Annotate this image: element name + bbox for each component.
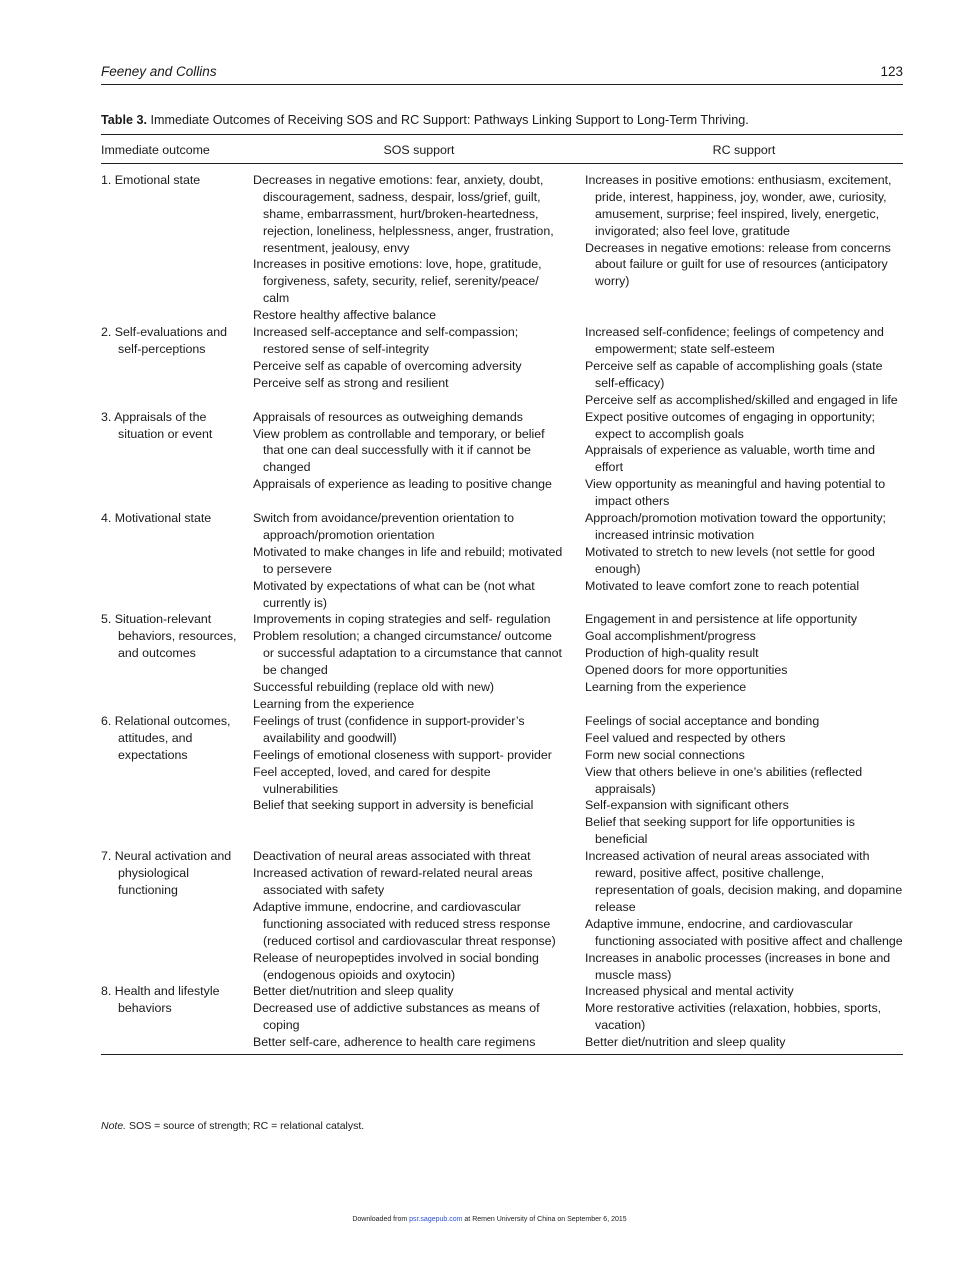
- table-row: [101, 324, 903, 409]
- running-head: [101, 64, 903, 84]
- rc-support-item: Production of high-quality result: [585, 646, 759, 661]
- sos-support-item: Increased self-acceptance and self-compassion; restored sense of self-integrity: [253, 325, 519, 356]
- sos-support-item: Successful rebuilding (replace old with new): [253, 680, 495, 695]
- footer-prefix: Downloaded from: [352, 1216, 408, 1223]
- sos-support-cell: [253, 983, 585, 1054]
- column-header-outcome: Immediate outcome: [101, 135, 253, 164]
- sos-support-item: Feelings of trust (confidence in support-provider’s availability and goodwill): [253, 713, 525, 745]
- outcome-cell: 3. Appraisals of the situation or event: [101, 409, 213, 441]
- sos-support-cell: [253, 324, 585, 409]
- rc-support-item: Increased physical and mental activity: [585, 984, 794, 999]
- table-title: [101, 113, 903, 127]
- running-head-authors: Feeney and Collins: [101, 64, 217, 79]
- table-body: [101, 163, 903, 1054]
- table-row: [101, 510, 903, 611]
- sos-support-item: Improvements in coping strategies and self- regulation: [253, 612, 551, 627]
- rc-support-cell: [585, 409, 903, 510]
- footer-link[interactable]: psr.sagepub.com: [409, 1216, 463, 1223]
- rc-support-cell: [585, 983, 903, 1054]
- table-row: [101, 163, 903, 324]
- sos-support-item: Appraisals of resources as outweighing demands: [253, 409, 523, 424]
- sos-support-item: Release of neuropeptides involved in social bonding (endogenous opioids and oxytocin): [253, 950, 539, 982]
- column-header-sos: SOS support: [253, 135, 585, 164]
- rc-support-cell: [585, 163, 903, 324]
- rc-support-cell: [585, 611, 903, 712]
- sos-support-item: Motivated by expectations of what can be (not what currently is): [253, 578, 535, 610]
- rc-support-item: More restorative activities (relaxation, hobbies, sports, vacation): [585, 1001, 882, 1033]
- rc-support-item: Learning from the experience: [585, 680, 747, 695]
- rc-support-item: Appraisals of experience as valuable, worth time and effort: [585, 443, 875, 475]
- rc-support-item: Motivated to leave comfort zone to reach potential: [585, 578, 860, 593]
- rc-support-item: View that others believe in one’s abilities (reflected appraisals): [585, 764, 863, 796]
- sos-support-item: Problem resolution; a changed circumstance/ outcome or successful adaptation to a circumstance that cannot be changed: [253, 629, 562, 678]
- rc-support-item: Approach/promotion motivation toward the opportunity; increased intrinsic motivation: [585, 511, 886, 542]
- table-header-row: [101, 135, 903, 164]
- rc-support-item: Perceive self as accomplished/skilled and engaged in life: [585, 392, 898, 407]
- sos-support-cell: [253, 611, 585, 712]
- sos-support-cell: [253, 409, 585, 510]
- rc-support-item: Increases in anabolic processes (increases in bone and muscle mass): [585, 950, 891, 982]
- sos-support-item: Perceive self as strong and resilient: [253, 375, 449, 390]
- footer-suffix: at Remen University of China on September 6, 2015: [464, 1216, 627, 1223]
- outcome-cell: 8. Health and lifestyle behaviors: [101, 983, 253, 1054]
- table-row: [101, 713, 903, 848]
- rc-support-item: Belief that seeking support for life opportunities is beneficial: [585, 815, 855, 847]
- sos-support-item: Increases in positive emotions: love, hope, gratitude, forgiveness, safety, security, relief, serenity/peace/ calm: [253, 257, 542, 306]
- rc-support-item: Form new social connections: [585, 747, 745, 762]
- rc-support-item: Opened doors for more opportunities: [585, 663, 788, 678]
- page-number: 123: [880, 64, 903, 79]
- rc-support-item: Goal accomplishment/progress: [585, 629, 756, 644]
- outcome-cell: 1. Emotional state: [101, 172, 201, 187]
- sos-support-item: Appraisals of experience as leading to positive change: [253, 477, 552, 492]
- sos-support-item: Switch from avoidance/prevention orientation to approach/promotion orientation: [253, 511, 515, 542]
- sos-support-item: Belief that seeking support in adversity is beneficial: [253, 798, 534, 813]
- sos-support-item: Perceive self as capable of overcoming adversity: [253, 358, 522, 373]
- rc-support-item: Adaptive immune, endocrine, and cardiovascular functioning associated with positive affect and challenge: [585, 916, 903, 948]
- rc-support-item: View opportunity as meaningful and having potential to impact others: [585, 477, 886, 509]
- column-header-rc: RC support: [585, 135, 903, 164]
- sos-support-cell: [253, 848, 585, 983]
- sos-support-item: Feelings of emotional closeness with support- provider: [253, 747, 552, 762]
- sos-support-cell: [253, 713, 585, 848]
- sos-support-item: Increased activation of reward-related neural areas associated with safety: [253, 866, 533, 897]
- rc-support-item: Perceive self as capable of accomplishing goals (state self-efficacy): [585, 358, 883, 390]
- sos-support-item: Decreases in negative emotions: fear, anxiety, doubt, discouragement, sadness, despair, loss/grief, guilt, shame, embarrassment, hurt/broken-heartedness, rejection, loneliness, helplessness, anger, frustration, resentment, jealousy, envy: [253, 172, 554, 255]
- table-row: [101, 611, 903, 712]
- sos-support-item: Restore healthy affective balance: [253, 308, 436, 323]
- rc-support-item: Expect positive outcomes of engaging in opportunity; expect to accomplish goals: [585, 409, 875, 441]
- table-note: [101, 1120, 903, 1132]
- sos-support-item: Decreased use of addictive substances as means of coping: [253, 1001, 540, 1033]
- table-row: [101, 983, 903, 1054]
- rc-support-cell: [585, 848, 903, 983]
- rc-support-cell: [585, 324, 903, 409]
- rc-support-cell: [585, 713, 903, 848]
- outcomes-table: [101, 134, 903, 1055]
- sos-support-cell: [253, 510, 585, 611]
- outcome-cell: 4. Motivational state: [101, 511, 212, 526]
- table-row: [101, 848, 903, 983]
- outcome-cell: 5. Situation-relevant behaviors, resources, and outcomes: [101, 612, 237, 661]
- sos-support-item: Better diet/nutrition and sleep quality: [253, 984, 454, 999]
- rc-support-item: Feelings of social acceptance and bonding: [585, 713, 820, 728]
- header-rule: [101, 84, 903, 85]
- sos-support-item: View problem as controllable and temporary, or belief that one can deal successfully with it if cannot be changed: [253, 426, 545, 475]
- rc-support-item: Better diet/nutrition and sleep quality: [585, 1035, 786, 1050]
- sos-support-item: Deactivation of neural areas associated with threat: [253, 849, 531, 864]
- sos-support-item: Better self-care, adherence to health care regimens: [253, 1035, 536, 1050]
- sos-support-item: Feel accepted, loved, and cared for despite vulnerabilities: [253, 764, 491, 796]
- outcome-cell: 6. Relational outcomes, attitudes, and expectations: [101, 713, 231, 762]
- note-label: Note.: [101, 1120, 127, 1132]
- rc-support-cell: [585, 510, 903, 611]
- note-text: SOS = source of strength; RC = relational catalyst.: [129, 1120, 365, 1132]
- outcome-cell: 2. Self-evaluations and self-perceptions: [101, 325, 228, 356]
- sos-support-item: Learning from the experience: [253, 697, 415, 711]
- table-row: [101, 409, 903, 510]
- rc-support-item: Increased activation of neural areas associated with reward, positive affect, positive challenge, representation of goals, decision making, and dopamine release: [585, 849, 903, 914]
- rc-support-item: Feel valued and respected by others: [585, 730, 786, 745]
- rc-support-item: Motivated to stretch to new levels (not settle for good enough): [585, 544, 875, 576]
- download-footer: [0, 1216, 979, 1223]
- sos-support-cell: [253, 163, 585, 324]
- rc-support-item: Engagement in and persistence at life opportunity: [585, 612, 858, 627]
- outcome-cell: 7. Neural activation and physiological functioning: [101, 849, 232, 897]
- sos-support-item: Adaptive immune, endocrine, and cardiovascular functioning associated with reduced stress response (reduced cortisol and cardiovascular threat response): [253, 899, 556, 948]
- table-label: Table 3.: [101, 113, 147, 127]
- sos-support-item: Motivated to make changes in life and rebuild; motivated to persevere: [253, 544, 563, 576]
- table-caption: Immediate Outcomes of Receiving SOS and RC Support: Pathways Linking Support to Long-Term Thriving.: [150, 113, 749, 127]
- rc-support-item: Increases in positive emotions: enthusiasm, excitement, pride, interest, happiness, joy, wonder, awe, curiosity, amusement, surprise; feel inspired, lively, energetic, invigorated; also feel love, gratitude: [585, 172, 892, 238]
- rc-support-item: Self-expansion with significant others: [585, 798, 789, 813]
- rc-support-item: Decreases in negative emotions: release from concerns about failure or guilt for use of resources (anticipatory worry): [585, 240, 891, 289]
- rc-support-item: Increased self-confidence; feelings of competency and empowerment; state self-esteem: [585, 325, 884, 356]
